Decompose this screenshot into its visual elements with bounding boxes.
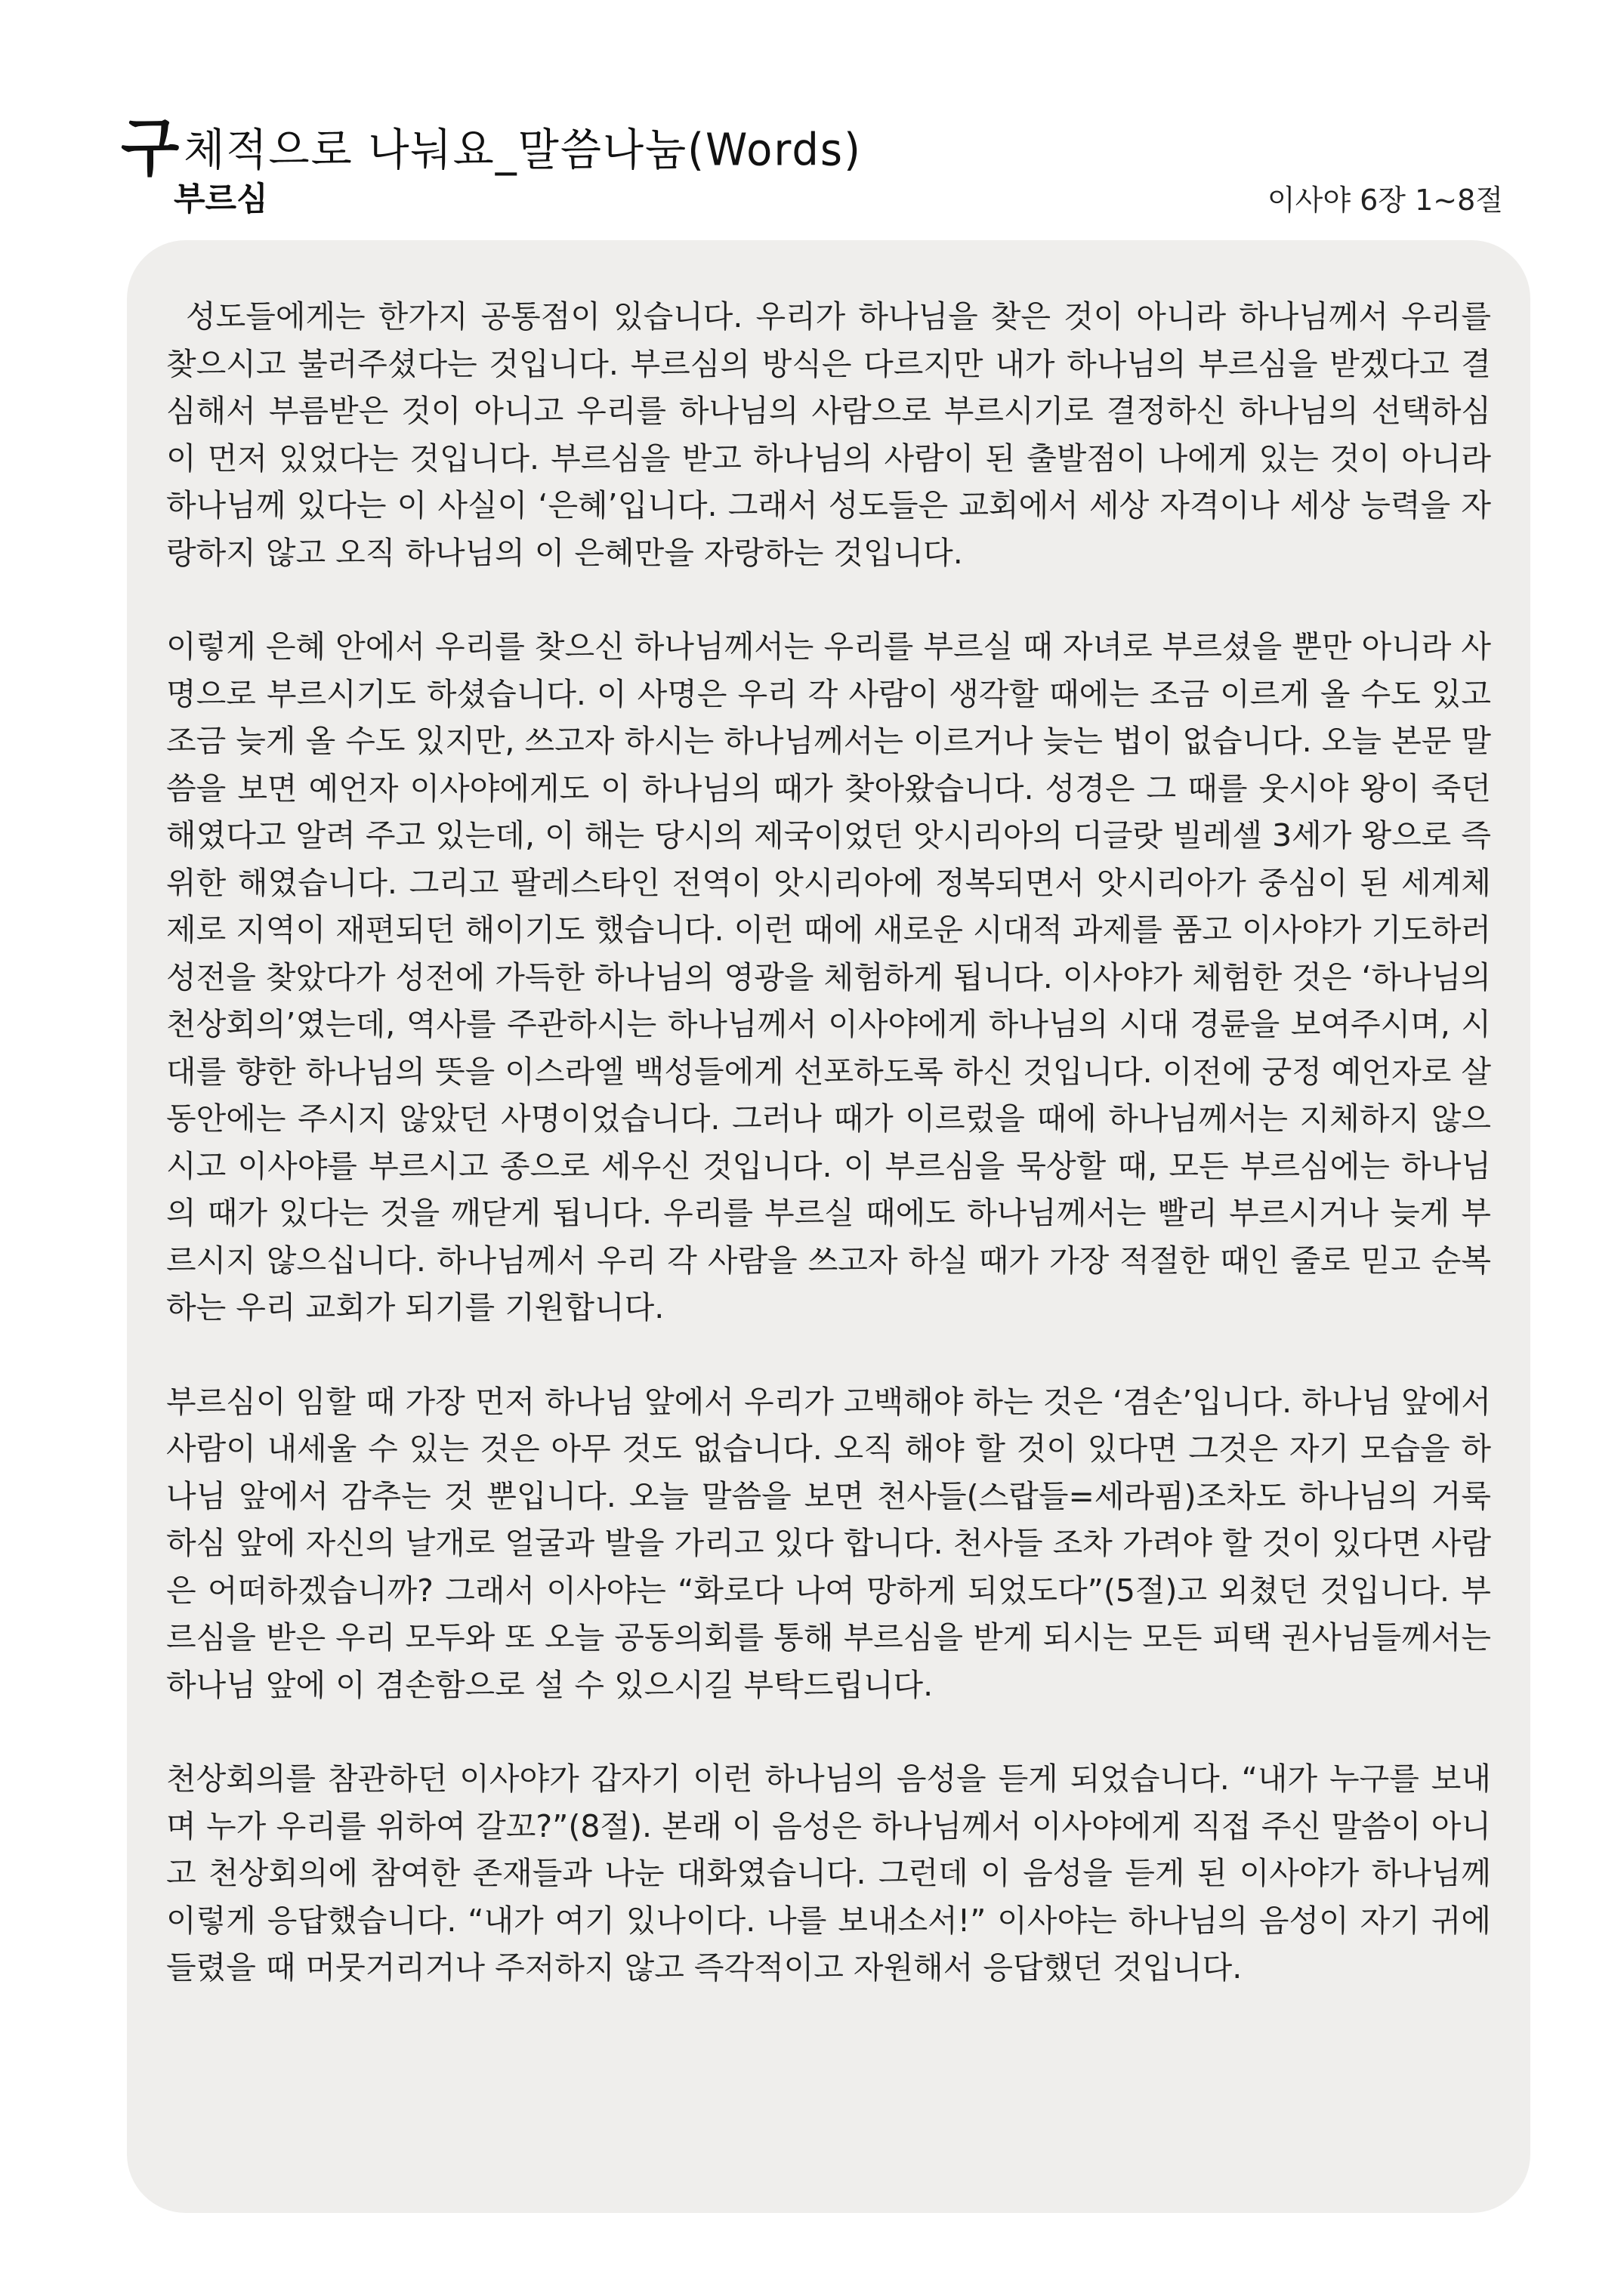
page-header — [121, 89, 1511, 263]
sermon-title: 부르심 — [174, 181, 268, 218]
paragraph-4: 천상회의를 참관하던 이사야가 갑자기 이런 하나님의 음성을 듣게 되었습니다. “내가 누구를 보내며 누가 우리를 위하여 갈꼬?”(8절). 본래 이 음성은 하나님께서 이사야에게 직접 주신 말씀이 아니고 천상회의에 참여한 존재들과 나눈 대화였습니다. 그런데 이 음성을 듣게 된 이사야가 하나님께 이렇게 응답했습니다. “내가 여기 있나이다. 나를 보내소서!” 이사야는 하나님의 음성이 자기 귀에 들렸을 때 머뭇거리거나 주저하지 않고 즉각적이고 자원해서 응답했던 것입니다. — [166, 1761, 1491, 1986]
sermon-content-card — [127, 240, 1530, 2213]
paragraph-3: 부르심이 임할 때 가장 먼저 하나님 앞에서 우리가 고백해야 하는 것은 ‘겸손’입니다. 하나님 앞에서 사람이 내세울 수 있는 것은 아무 것도 없습니다. 오직 해야 할 것이 있다면 그것은 자기 모습을 하나님 앞에서 감추는 것 뿐입니다. 오늘 말씀을 보면 천사들(스랍들=세라핌)조차도 하나님의 거룩하심 앞에 자신의 날개로 얼굴과 발을 가리고 있다 합니다. 천사들 조차 가려야 할 것이 있다면 사람은 어떠하겠습니까? 그래서 이사야는 “화로다 나여 망하게 되었도다”(5절)고 외쳤던 것입니다. 부르심을 받은 우리 모두와 또 오늘 공동의회를 통해 부르심을 받게 되시는 모든 피택 권사님들께서는 하나님 앞에 이 겸손함으로 설 수 있으시길 부탁드립니다. — [166, 1383, 1491, 1703]
page-title-initial: 구 — [121, 110, 181, 185]
paragraph-1: 성도들에게는 한가지 공통점이 있습니다. 우리가 하나님을 찾은 것이 아니라 하나님께서 우리를 찾으시고 불러주셨다는 것입니다. 부르심의 방식은 다르지만 내가 하나님의 부르심을 받겠다고 결심해서 부름받은 것이 아니고 우리를 하나님의 사람으로 부르시기로 결정하신 하나님의 선택하심이 먼저 있었다는 것입니다. 부르심을 받고 하나님의 사람이 된 출발점이 나에게 있는 것이 아니라 하나님께 있다는 이 사실이 ‘은혜’입니다. 그래서 성도들은 교회에서 세상 자격이나 세상 능력을 자랑하지 않고 오직 하나님의 이 은혜만을 자랑하는 것입니다. — [166, 298, 1491, 571]
paragraph-2: 이렇게 은혜 안에서 우리를 찾으신 하나님께서는 우리를 부르실 때 자녀로 부르셨을 뿐만 아니라 사명으로 부르시기도 하셨습니다. 이 사명은 우리 각 사람이 생각할 때에는 조금 이르게 올 수도 있고 조금 늦게 올 수도 있지만, 쓰고자 하시는 하나님께서는 이르거나 늦는 법이 없습니다. 오늘 본문 말씀을 보면 예언자 이사야에게도 이 하나님의 때가 찾아왔습니다. 성경은 그 때를 웃시야 왕이 죽던 해였다고 알려 주고 있는데, 이 해는 당시의 제국이었던 앗시리아의 디글랏 빌레셀 3세가 왕으로 즉위한 해였습니다. 그리고 팔레스타인 전역이 앗시리아에 정복되면서 앗시리아가 중심이 된 세계체제로 지역이 재편되던 해이기도 했습니다. 이런 때에 새로운 시대적 과제를 품고 이사야가 기도하러 성전을 찾았다가 성전에 가득한 하나님의 영광을 체험하게 됩니다. 이사야가 체험한 것은 ‘하나님의 천상회의’였는데, 역사를 주관하시는 하나님께서 이사야에게 하나님의 시대 경륜을 보여주시며, 시대를 향한 하나님의 뜻을 이스라엘 백성들에게 선포하도록 하신 것입니다. 이전에 궁정 예언자로 살 동안에는 주시지 않았던 사명이었습니다. 그러나 때가 이르렀을 때에 하나님께서는 지체하지 않으시고 이사야를 부르시고 종으로 세우신 것입니다. 이 부르심을 묵상할 때, 모든 부르심에는 하나님의 때가 있다는 것을 깨닫게 됩니다. 우리를 부르실 때에도 하나님께서는 빨리 부르시거나 늦게 부르시지 않으십니다. 하나님께서 우리 각 사람을 쓰고자 하실 때가 가장 적절한 때인 줄로 믿고 순복하는 우리 교회가 되기를 기원합니다. — [166, 628, 1491, 1325]
page-title-text: 체적으로 나눠요_말씀나눔(Words) — [184, 124, 862, 176]
scripture-reference: 이사야 6장 1~8절 — [1267, 184, 1503, 217]
